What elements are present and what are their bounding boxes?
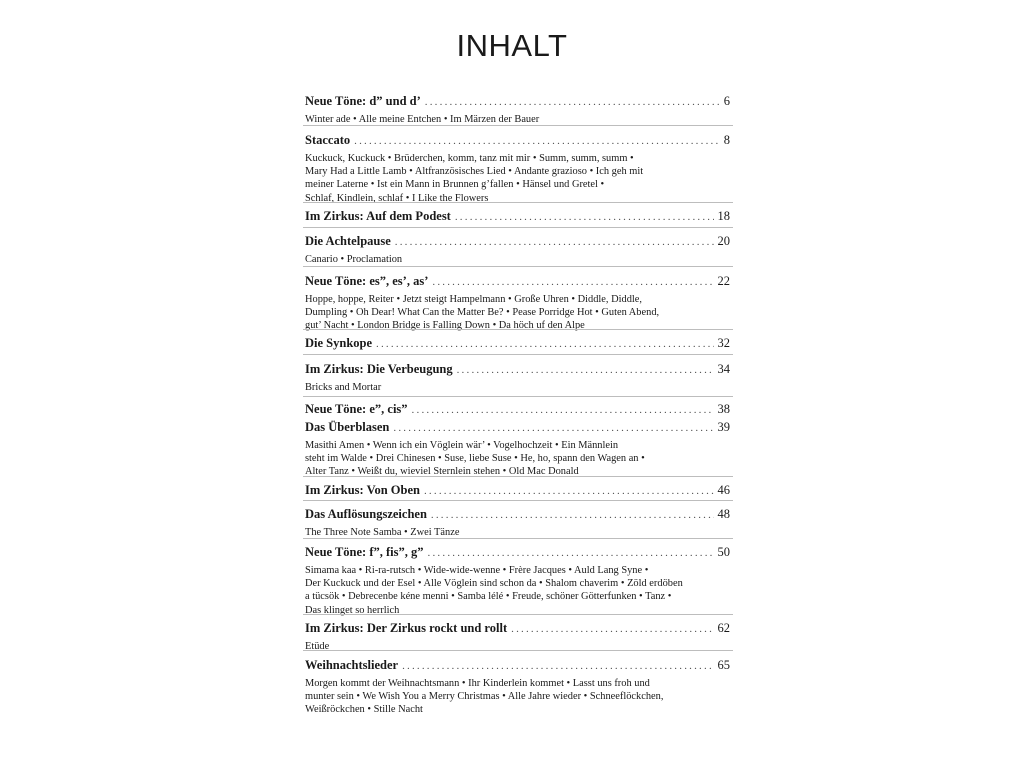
entry-title: Die Achtelpause [305, 234, 391, 248]
dot-leader [412, 403, 714, 418]
toc-entry [305, 234, 730, 266]
dot-leader [428, 546, 714, 561]
song-list-line: Dumpling • Oh Dear! What Can the Matter Be? • Pease Porridge Hot • Guten Abend, [305, 307, 660, 319]
dot-leader [457, 363, 714, 378]
song-list-line: steht im Walde • Drei Chinesen • Suse, liebe Suse • He, ho, spann den Wagen an • [305, 453, 645, 465]
song-list-line: Schlaf, Kindlein, schlaf • I Like the Flowers [305, 192, 489, 204]
entry-page-number: 65 [717, 658, 730, 672]
entry-title: Das Überblasen [305, 420, 390, 434]
toc-entry [305, 658, 730, 717]
entry-page-number: 22 [717, 274, 730, 288]
song-list [305, 381, 730, 394]
dot-leader [402, 659, 713, 674]
entry-title: Neue Töne: es”, es’, as’ [305, 274, 429, 288]
toc-entry-heading [305, 94, 730, 110]
page-title: INHALT [456, 28, 568, 63]
entry-page-number: 8 [723, 133, 730, 147]
toc-entry-heading [305, 420, 730, 436]
section-divider [303, 650, 733, 651]
song-list [305, 564, 730, 617]
song-list-line: Das klinget so herrlich [305, 604, 400, 616]
song-list [305, 439, 730, 479]
entry-page-number: 18 [717, 209, 730, 223]
song-list-line: meiner Laterne • Ist ein Mann in Brunnen g’fallen • Hänsel und Gretel • [305, 179, 605, 191]
song-list-line: The Three Note Samba • Zwei Tänze [305, 527, 460, 538]
entry-title: Im Zirkus: Die Verbeugung [305, 362, 453, 376]
song-list-line: Der Kuckuck und der Esel • Alle Vöglein sind schon da • Shalom chaverim • Zöld erdöben [305, 578, 683, 590]
toc-entry-heading [305, 133, 730, 149]
entry-title: Neue Töne: f”, fis”, g” [305, 545, 424, 559]
entry-page-number: 38 [717, 402, 730, 416]
dot-leader [376, 337, 713, 352]
song-list-line: Alter Tanz • Weißt du, wieviel Sternlein stehen • Old Mac Donald [305, 466, 579, 478]
entry-page-number: 46 [717, 483, 730, 497]
toc-entry-heading [305, 362, 730, 378]
section-divider [303, 614, 733, 615]
toc-entry [305, 402, 730, 418]
entry-page-number: 32 [717, 336, 730, 350]
section-divider [303, 125, 733, 126]
toc-entry-heading [305, 507, 730, 523]
entry-title: Staccato [305, 133, 351, 147]
song-list [305, 640, 730, 653]
toc-entry [305, 133, 730, 205]
section-divider [303, 538, 733, 539]
entry-page-number: 62 [717, 621, 730, 635]
section-divider [303, 227, 733, 228]
toc-entry [305, 507, 730, 539]
toc-entry [305, 621, 730, 653]
entry-title: Neue Töne: d” und d’ [305, 94, 421, 108]
entry-page-number: 48 [717, 507, 730, 521]
toc-entry [305, 274, 730, 333]
song-list-line: Masithi Amen • Wenn ich ein Vöglein wär’ • Vogelhochzeit • Ein Männlein [305, 440, 619, 451]
song-list-line: Weißröckchen • Stille Nacht [305, 704, 423, 716]
song-list-line: Morgen kommt der Weihnachtsmann • Ihr Kinderlein kommet • Lasst uns froh und [305, 678, 650, 689]
toc-entry-heading [305, 274, 730, 290]
song-list-line: Bricks and Mortar [305, 382, 382, 393]
entry-page-number: 6 [723, 94, 730, 108]
entry-page-number: 34 [717, 362, 730, 376]
section-divider [303, 476, 733, 477]
entry-title: Weihnachtslieder [305, 658, 399, 672]
song-list [305, 677, 730, 717]
toc-entry-heading [305, 336, 730, 352]
song-list [305, 293, 730, 333]
entry-title: Im Zirkus: Der Zirkus rockt und rollt [305, 621, 508, 635]
song-list-line: Mary Had a Little Lamb • Altfranzösisches Lied • Andante grazioso • Ich geh mit [305, 166, 644, 178]
toc-entry [305, 420, 730, 479]
entry-title: Neue Töne: e”, cis” [305, 402, 408, 416]
toc-entry-heading [305, 234, 730, 250]
section-divider [303, 266, 733, 267]
toc-entry-heading [305, 658, 730, 674]
toc-entry-heading [305, 621, 730, 637]
toc-entry [305, 362, 730, 394]
toc-entry-heading [305, 402, 730, 418]
song-list-line: gut’ Nacht • London Bridge is Falling Down • Da höch uf den Alpe [305, 320, 585, 332]
toc-entry [305, 545, 730, 617]
dot-leader [455, 210, 714, 225]
song-list [305, 152, 730, 205]
dot-leader [393, 421, 713, 436]
song-list-line: Kuckuck, Kuckuck • Brüderchen, komm, tanz mit mir • Summ, summ, summ • [305, 153, 634, 164]
toc-entry-heading [305, 545, 730, 561]
entry-page-number: 39 [717, 420, 730, 434]
section-divider [303, 202, 733, 203]
toc-entry [305, 94, 730, 126]
section-divider [303, 500, 733, 501]
toc-entry-heading [305, 483, 730, 499]
song-list-line: a tücsök • Debrecenbe kéne menni • Samba lélé • Freude, schöner Götterfunken • Tanz • [305, 591, 672, 603]
dot-leader [395, 235, 714, 250]
section-divider [303, 329, 733, 330]
song-list-line: munter sein • We Wish You a Merry Christmas • Alle Jahre wieder • Schneeflöckchen, [305, 691, 664, 703]
entry-page-number: 50 [717, 545, 730, 559]
entry-page-number: 20 [717, 234, 730, 248]
song-list-line: Canario • Proclamation [305, 254, 403, 265]
song-list [305, 253, 730, 266]
entry-title: Im Zirkus: Von Oben [305, 483, 420, 497]
dot-leader [431, 508, 714, 523]
dot-leader [432, 275, 713, 290]
toc-entry [305, 336, 730, 352]
dot-leader [425, 95, 720, 110]
entry-title: Im Zirkus: Auf dem Podest [305, 209, 451, 223]
toc-entry [305, 209, 730, 225]
dot-leader [354, 134, 720, 149]
toc-entry-heading [305, 209, 730, 225]
dot-leader [511, 622, 713, 637]
song-list-line: Winter ade • Alle meine Entchen • Im Märzen der Bauer [305, 114, 540, 125]
entry-title: Das Auflösungszeichen [305, 507, 427, 521]
section-divider [303, 354, 733, 355]
section-divider [303, 396, 733, 397]
toc-entry [305, 483, 730, 499]
song-list-line: Simama kaa • Ri-ra-rutsch • Wide-wide-wenne • Frère Jacques • Auld Lang Syne • [305, 565, 649, 576]
song-list-line: Etüde [305, 641, 330, 652]
dot-leader [424, 484, 714, 499]
song-list-line: Hoppe, hoppe, Reiter • Jetzt steigt Hampelmann • Große Uhren • Diddle, Diddle, [305, 294, 642, 305]
entry-title: Die Synkope [305, 336, 373, 350]
